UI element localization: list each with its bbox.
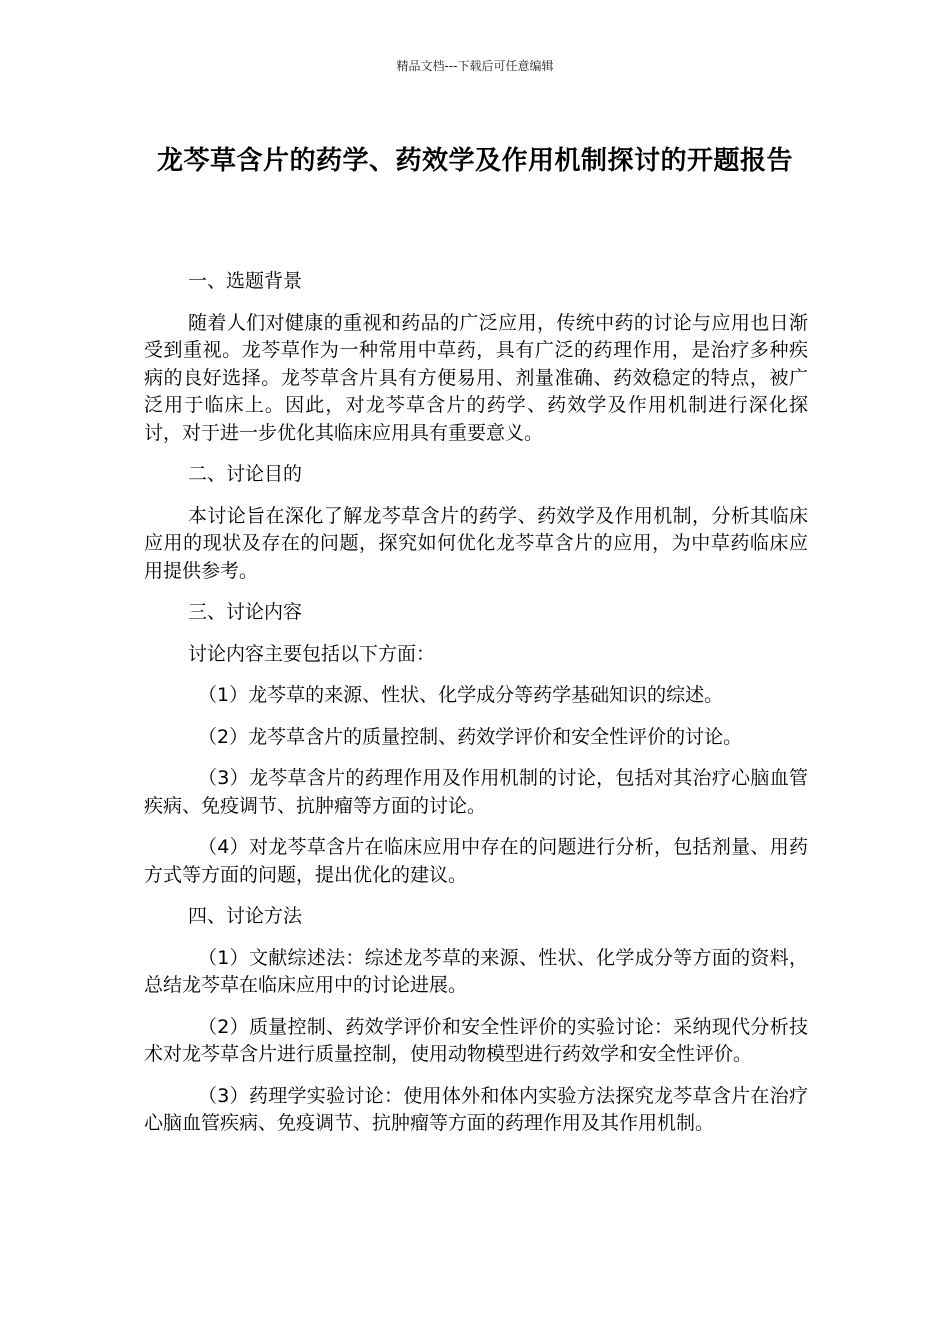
section-heading-background: 一、选题背景: [188, 270, 303, 292]
method-item: （2）质量控制、药效学评价和安全性评价的实验讨论：采纳现代分析技术对龙芩草含片进行质量控制，使用动物模型进行药效学和安全性评价。: [144, 1015, 808, 1065]
section-heading-content: 三、讨论内容: [188, 601, 303, 623]
background-paragraph: 随着人们对健康的重视和药品的广泛应用，传统中药的讨论与应用也日渐受到重视。龙芩草作为一种常用中草药，具有广泛的药理作用，是治疗多种疾病的良好选择。龙芩草含片具有方便易用、剂量准确、药效稳定的特点，被广泛用于临床上。因此，对龙芩草含片的药学、药效学及作用机制进行深化探讨，对于进一步优化其临床应用具有重要意义。: [144, 311, 808, 444]
section-heading-method: 四、讨论方法: [188, 905, 303, 927]
document-title: 龙芩草含片的药学、药效学及作用机制探讨的开题报告: [156, 146, 793, 176]
purpose-paragraph: 本讨论旨在深化了解龙芩草含片的药学、药效学及作用机制，分析其临床应用的现状及存在的问题，探究如何优化龙芩草含片的应用，为中草药临床应用提供参考。: [144, 504, 808, 582]
content-item: （1）龙芩草的来源、性状、化学成分等药学基础知识的综述。: [198, 684, 724, 706]
method-item: （3）药理学实验讨论：使用体外和体内实验方法探究龙芩草含片在治疗心脑血管疾病、免疫调节、抗肿瘤等方面的药理作用及其作用机制。: [144, 1084, 808, 1134]
content-intro: 讨论内容主要包括以下方面：: [188, 642, 436, 665]
document-body: [144, 268, 808, 1152]
header-note: 精品文档---下载后可任意编辑: [396, 59, 554, 73]
content-item: （3）龙芩草含片的药理作用及作用机制的讨论，包括对其治疗心脑血管疾病、免疫调节、抗肿瘤等方面的讨论。: [144, 767, 808, 817]
method-item: （1）文献综述法：综述龙芩草的来源、性状、化学成分等方面的资料，总结龙芩草在临床应用中的讨论进展。: [144, 946, 808, 996]
content-item: （4）对龙芩草含片在临床应用中存在的问题进行分析，包括剂量、用药方式等方面的问题，提出优化的建议。: [144, 836, 808, 886]
content-item: （2）龙芩草含片的质量控制、药效学评价和安全性评价的讨论。: [198, 725, 743, 748]
section-heading-purpose: 二、讨论目的: [188, 463, 303, 485]
